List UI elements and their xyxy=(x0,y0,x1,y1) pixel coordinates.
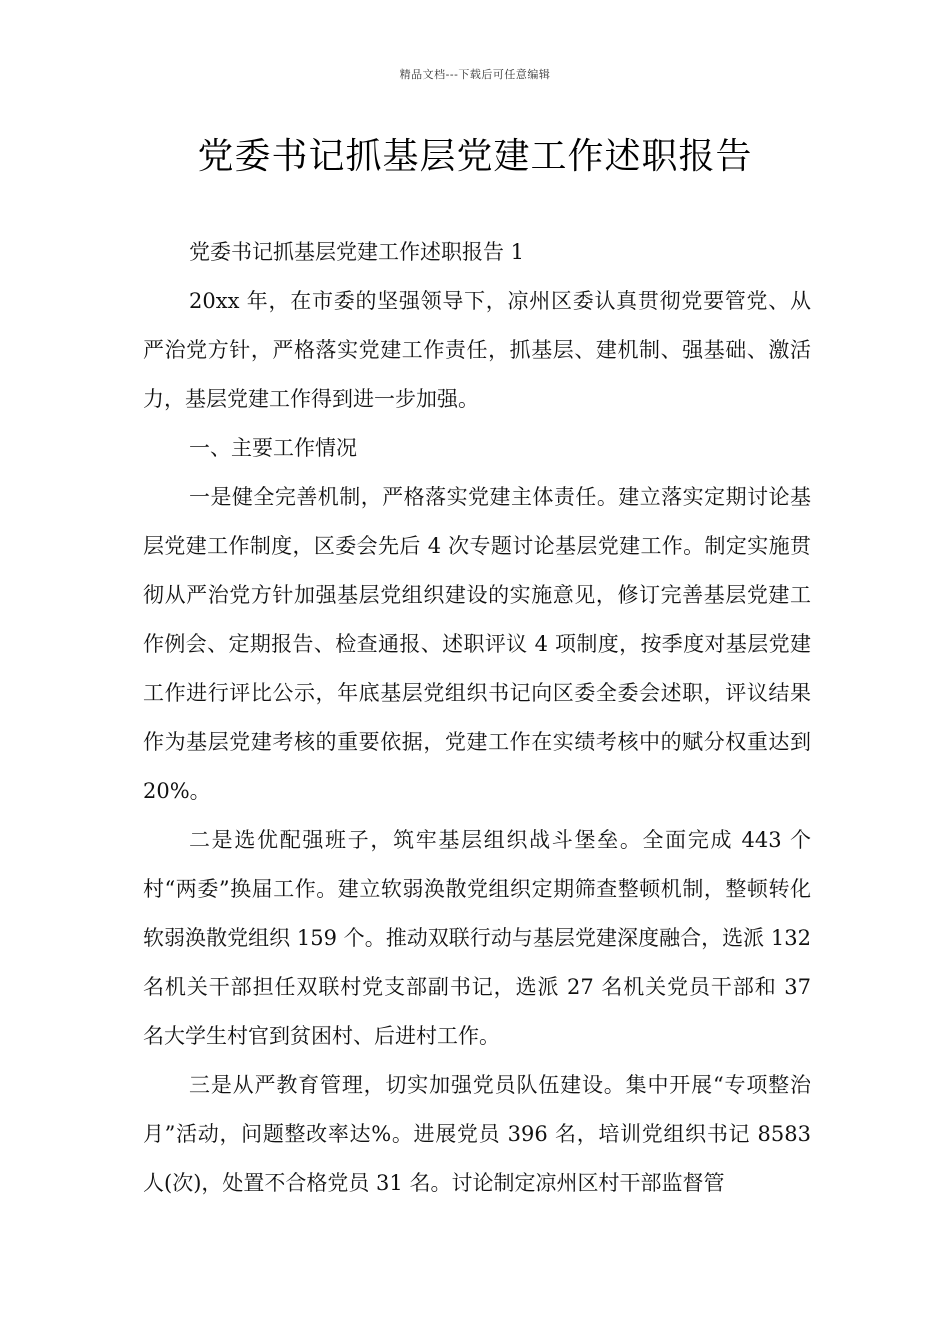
intro-paragraph: 20xx 年，在市委的坚强领导下，凉州区委认真贯彻党要管党、从严治党方针，严格落实党建工作责任，抓基层、建机制、强基础、激活力，基层党建工作得到进一步加强。 xyxy=(143,289,811,411)
document-title: 党委书记抓基层党建工作述职报告 xyxy=(197,136,753,177)
section-heading: 一、主要工作情况 xyxy=(189,436,357,460)
paragraph-two: 二是选优配强班子，筑牢基层组织战斗堡垒。全面完成 443 个村“两委”换届工作。建立软弱涣散党组织定期筛查整顿机制，整顿转化软弱涣散党组织 159 个。推动双联行动与基层党建深度融合，选派 132 名机关干部担任双联村党支部副书记，选派 27 名机关党员干部和 37 名大学生村官到贫困村、后进村工作。 xyxy=(143,828,811,1048)
paragraph-one: 一是健全完善机制，严格落实党建主体责任。建立落实定期讨论基层党建工作制度，区委会先后 4 次专题讨论基层党建工作。制定实施贯彻从严治党方针加强基层党组织建设的实施意见，修订完善基层党建工作例会、定期报告、检查通报、述职评议 4 项制度，按季度对基层党建工作进行评比公示，年底基层党组织书记向区委全委会述职，评议结果作为基层党建考核的重要依据，党建工作在实绩考核中的赋分权重达到 20%。 xyxy=(143,485,811,803)
paragraph-three: 三是从严教育管理，切实加强党员队伍建设。集中开展“专项整治月”活动，问题整改率达%。进展党员 396 名，培训党组织书记 8583 人(次)，处置不合格党员 31 名。讨论制定凉州区村干部监督管 xyxy=(143,1073,811,1195)
header-note: 精品文档---下载后可任意编辑 xyxy=(399,68,551,81)
document-body xyxy=(143,228,811,1208)
subtitle-paragraph: 党委书记抓基层党建工作述职报告 1 xyxy=(189,240,525,264)
